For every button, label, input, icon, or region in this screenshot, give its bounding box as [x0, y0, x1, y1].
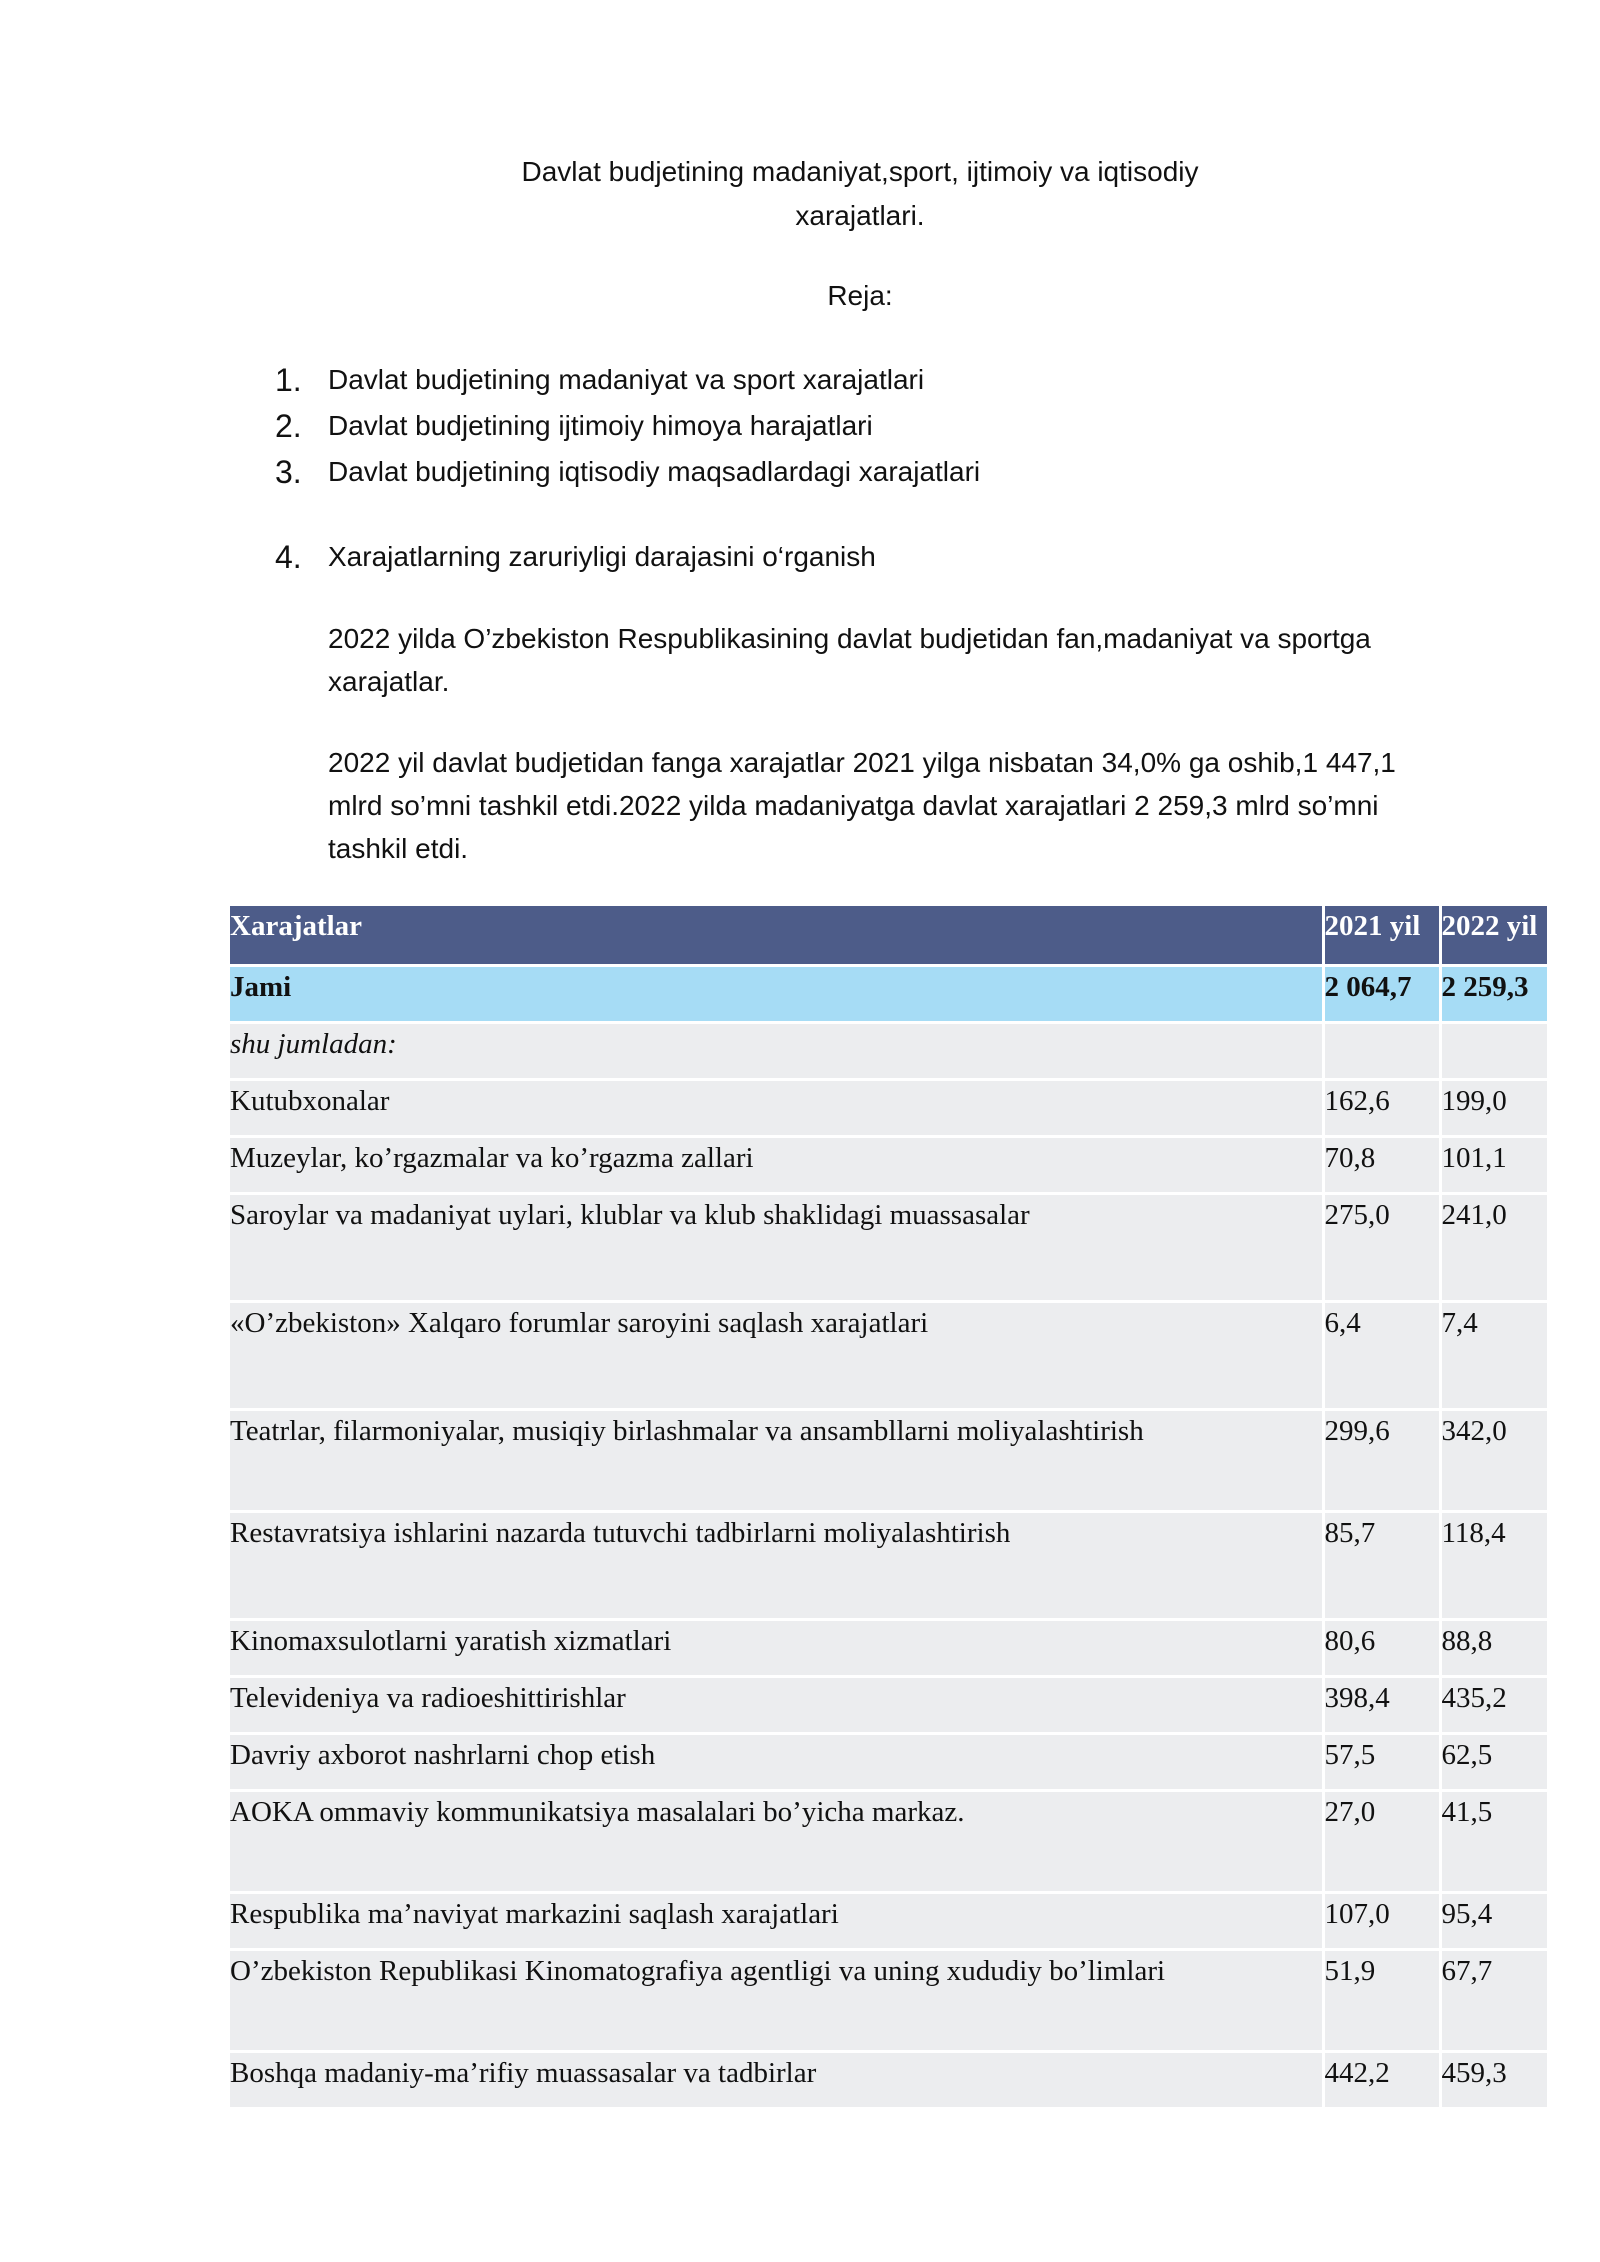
expenses-table [230, 906, 1550, 2110]
paragraph-line: 2022 yil davlat budjetidan fanga xarajatlar 2021 yilga nisbatan 34,0% ga oshib,1 447,1 [328, 747, 1396, 778]
title-line-2: xarajatlari. [795, 200, 925, 231]
row-label: Televideniya va radioeshittirishlar [230, 1677, 1323, 1734]
row-label: Kinomaxsulotlarni yaratish xizmatlari [230, 1620, 1323, 1677]
table-row [230, 1137, 1548, 1194]
table-row [230, 1791, 1548, 1893]
row-value-2022: 435,2 [1440, 1677, 1548, 1734]
plan-item-text: Davlat budjetining iqtisodiy maqsadlardagi xarajatlari [328, 456, 981, 487]
row-label: O’zbekiston Republikasi Kinomatografiya agentligi va uning xududiy bo’limlari [230, 1950, 1323, 2052]
row-label: Respublika ma’naviyat markazini saqlash xarajatlari [230, 1893, 1323, 1950]
row-value-2022: 95,4 [1440, 1893, 1548, 1950]
table-row [230, 1194, 1548, 1302]
row-label: Restavratsiya ishlarini nazarda tutuvchi tadbirlarni moliyalashtirish [230, 1512, 1323, 1620]
row-value-2022: 241,0 [1440, 1194, 1548, 1302]
row-value-2021: 6,4 [1323, 1302, 1440, 1410]
row-label: Kutubxonalar [230, 1080, 1323, 1137]
table-row [230, 2052, 1548, 2109]
paragraph-line: xarajatlar. [328, 666, 450, 697]
row-value-2022: 88,8 [1440, 1620, 1548, 1677]
plan-item-text: Davlat budjetining ijtimoiy himoya harajatlari [328, 410, 873, 441]
row-value-2022: 118,4 [1440, 1512, 1548, 1620]
paragraph-line: mlrd so’mni tashkil etdi.2022 yilda madaniyatga davlat xarajatlari 2 259,3 mlrd so’mni [328, 790, 1379, 821]
row-value-2021: 27,0 [1323, 1791, 1440, 1893]
plan-item-number: 1. [275, 362, 302, 398]
paragraph-line: tashkil etdi. [328, 833, 469, 864]
table-row [230, 1620, 1548, 1677]
column-header-2022: 2022 yil [1440, 906, 1548, 966]
row-value-2022: 342,0 [1440, 1410, 1548, 1512]
row-value-2021: 398,4 [1323, 1677, 1440, 1734]
row-value-2022: 62,5 [1440, 1734, 1548, 1791]
plan-item-text: Xarajatlarning zaruriyligi darajasini o‘rganish [328, 541, 876, 572]
row-value-2021: 51,9 [1323, 1950, 1440, 2052]
row-value-2022: 459,3 [1440, 2052, 1548, 2109]
row-label: Teatrlar, filarmoniyalar, musiqiy birlashmalar va ansambllarni moliyalashtirish [230, 1410, 1323, 1512]
column-header-2021: 2021 yil [1323, 906, 1440, 966]
total-label: Jami [230, 966, 1323, 1023]
table-row [230, 1950, 1548, 2052]
row-label: Saroylar va madaniyat uylari, klublar va klub shaklidagi muassasalar [230, 1194, 1323, 1302]
table-total-row [230, 966, 1548, 1023]
plan-item-number: 2. [275, 408, 302, 444]
row-label: Davriy axborot nashrlarni chop etish [230, 1734, 1323, 1791]
row-value-2022: 7,4 [1440, 1302, 1548, 1410]
table-subheading-row [230, 1023, 1548, 1080]
row-label: Boshqa madaniy-ma’rifiy muassasalar va tadbirlar [230, 2052, 1323, 2109]
column-header-expenses: Xarajatlar [230, 906, 1323, 966]
plan-heading: Reja: [827, 280, 893, 311]
table-row [230, 1677, 1548, 1734]
table-row [230, 1302, 1548, 1410]
row-label: AOKA ommaviy kommunikatsiya masalalari bo’yicha markaz. [230, 1791, 1323, 1893]
row-value-2021: 442,2 [1323, 2052, 1440, 2109]
row-value-2021: 107,0 [1323, 1893, 1440, 1950]
row-value-2021: 70,8 [1323, 1137, 1440, 1194]
row-value-2021: 85,7 [1323, 1512, 1440, 1620]
document-title [0, 150, 1600, 238]
table-cell-empty [1323, 1023, 1440, 1080]
row-value-2022: 67,7 [1440, 1950, 1548, 2052]
table-row [230, 1512, 1548, 1620]
paragraph-science-culture [328, 741, 1488, 870]
subheading-label: shu jumladan: [230, 1023, 1323, 1080]
row-label: «O’zbekiston» Xalqaro forumlar saroyini saqlash xarajatlari [230, 1302, 1323, 1410]
total-2022: 2 259,3 [1440, 966, 1548, 1023]
row-value-2021: 57,5 [1323, 1734, 1440, 1791]
total-2021: 2 064,7 [1323, 966, 1440, 1023]
table-row [230, 1734, 1548, 1791]
table-header-row [230, 906, 1548, 966]
paragraph-intro [328, 617, 1488, 703]
plan-item-text: Davlat budjetining madaniyat va sport xarajatlari [328, 364, 925, 395]
plan-item-number: 4. [275, 539, 302, 575]
table-row [230, 1893, 1548, 1950]
plan-item-number: 3. [275, 454, 302, 490]
row-value-2021: 299,6 [1323, 1410, 1440, 1512]
row-value-2021: 162,6 [1323, 1080, 1440, 1137]
row-label: Muzeylar, ko’rgazmalar va ko’rgazma zallari [230, 1137, 1323, 1194]
row-value-2021: 80,6 [1323, 1620, 1440, 1677]
table-cell-empty [1440, 1023, 1548, 1080]
row-value-2022: 101,1 [1440, 1137, 1548, 1194]
row-value-2022: 41,5 [1440, 1791, 1548, 1893]
row-value-2021: 275,0 [1323, 1194, 1440, 1302]
table-row [230, 1080, 1548, 1137]
row-value-2022: 199,0 [1440, 1080, 1548, 1137]
paragraph-line: 2022 yilda O’zbekiston Respublikasining davlat budjetidan fan,madaniyat va sportga [328, 623, 1371, 654]
table-row [230, 1410, 1548, 1512]
title-line-1: Davlat budjetining madaniyat,sport, ijtimoiy va iqtisodiy [521, 156, 1199, 187]
